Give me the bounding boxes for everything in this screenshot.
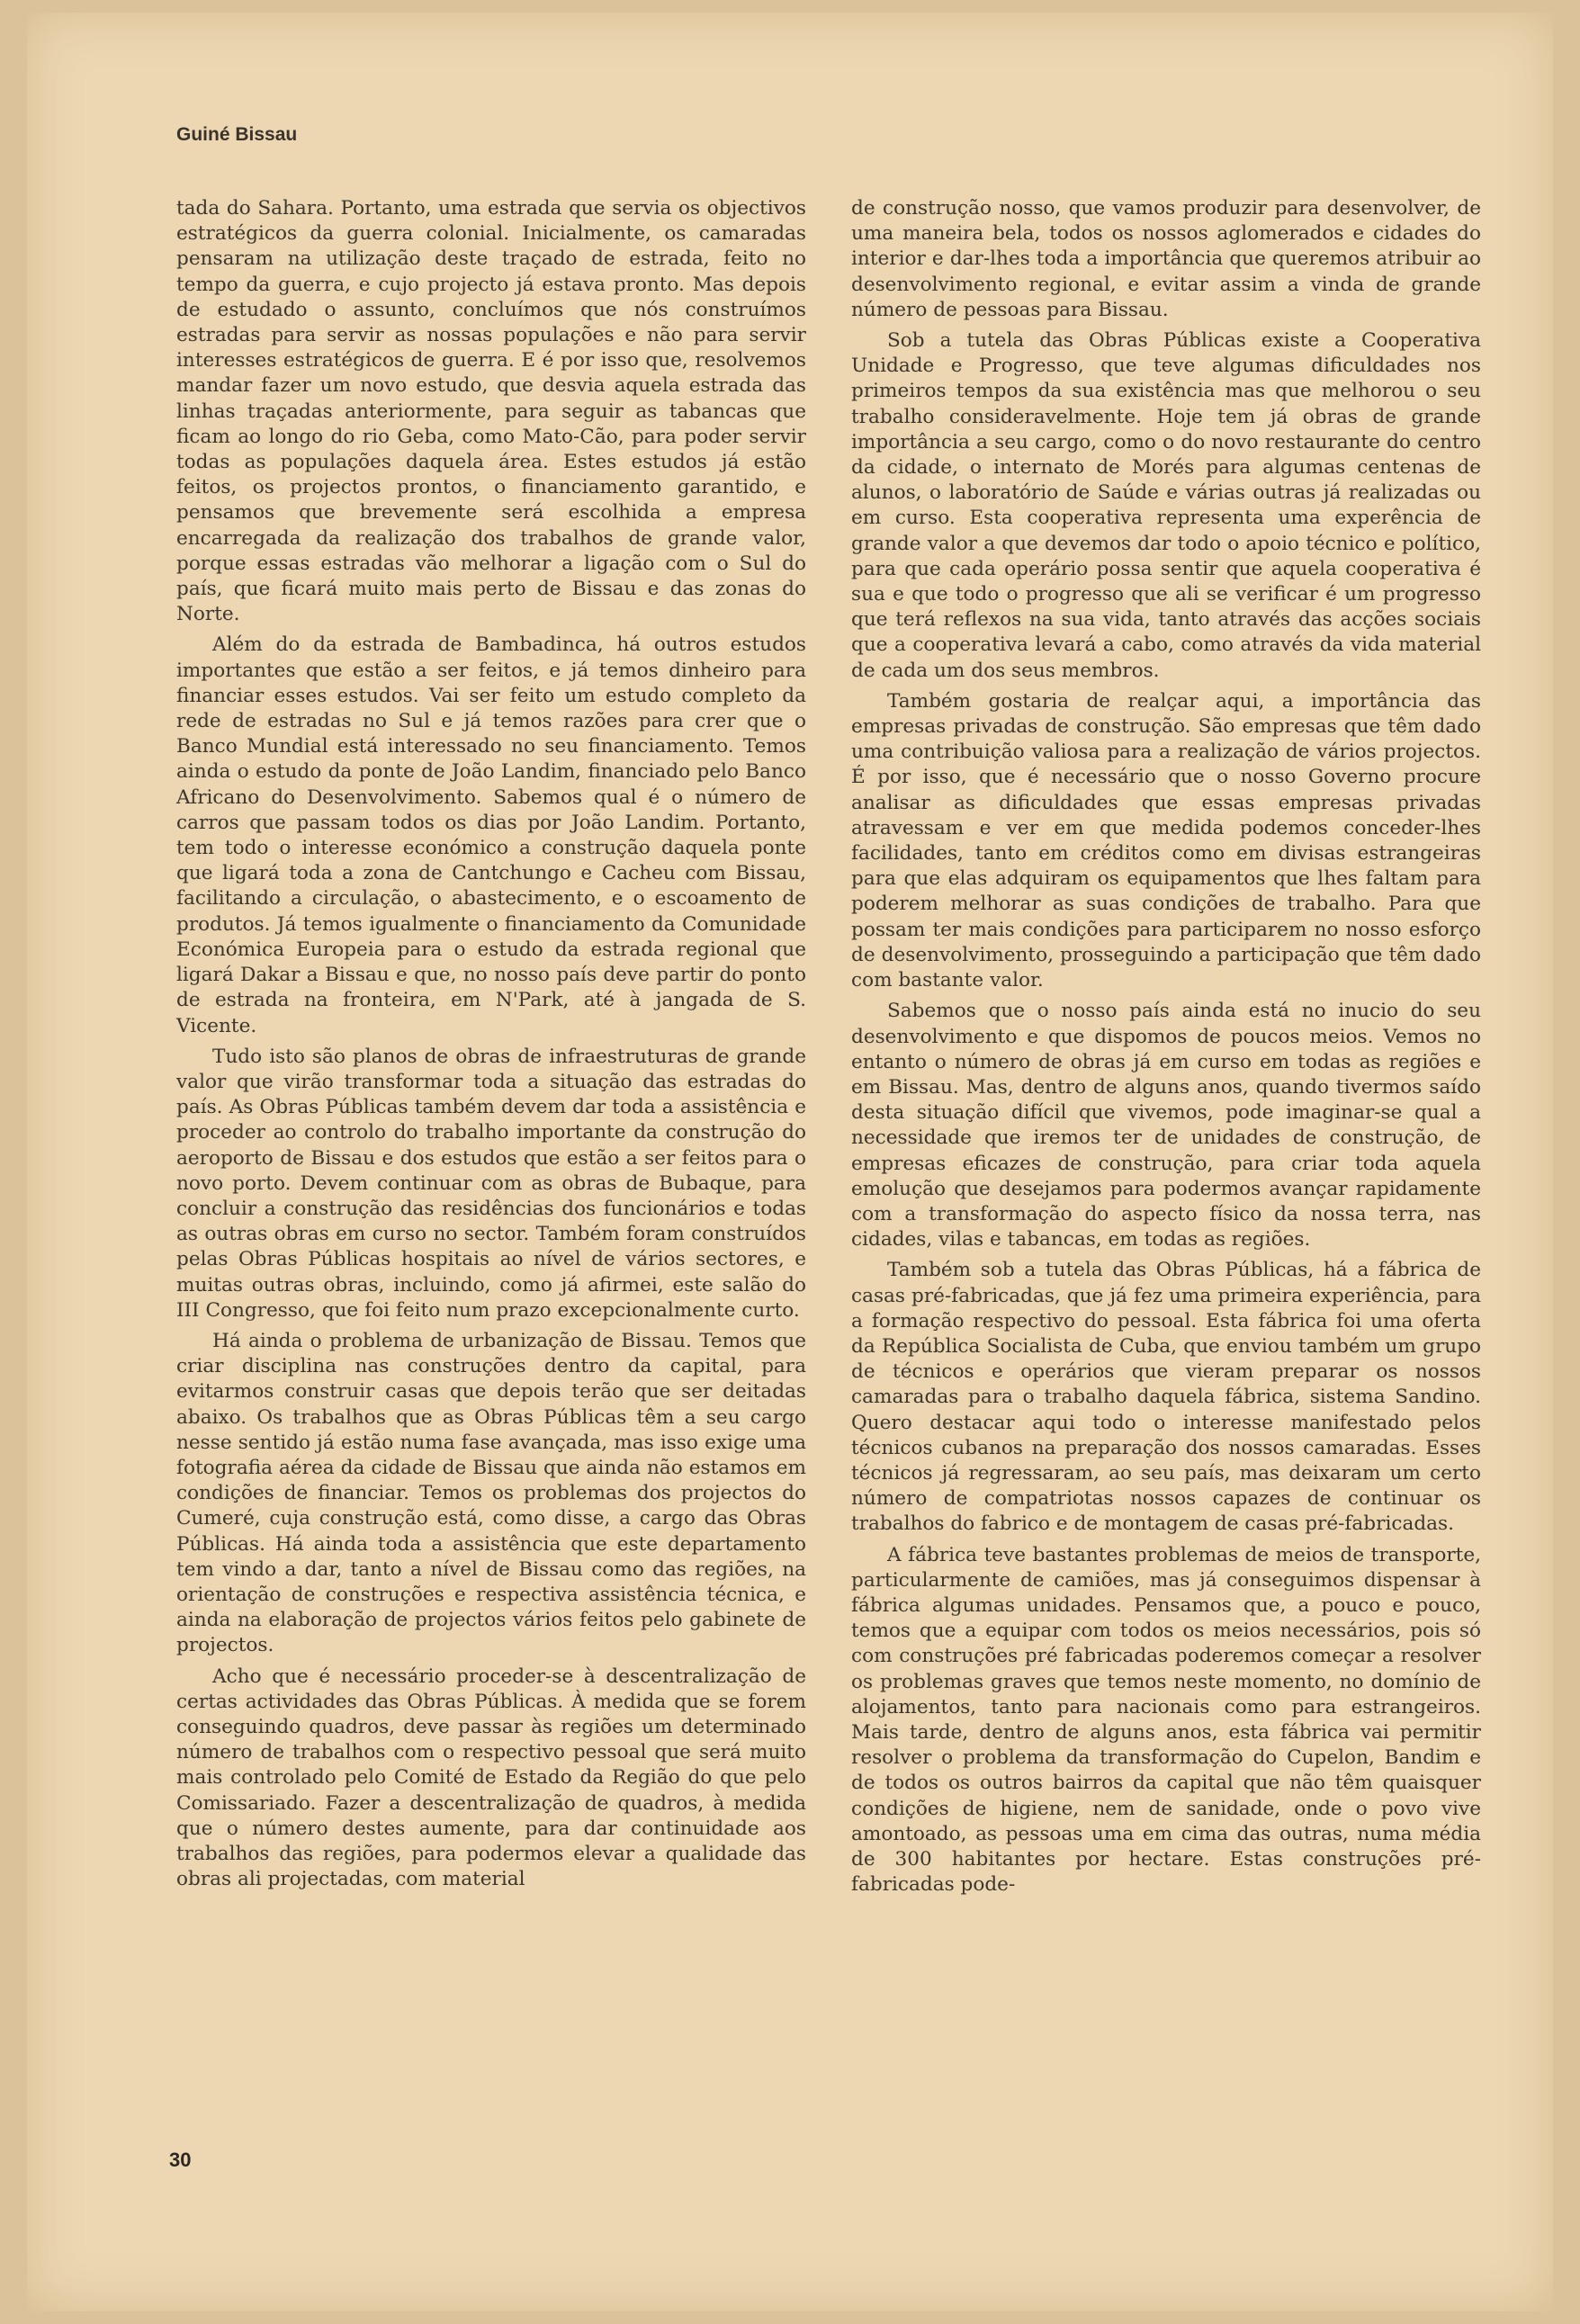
- right-text-column: [851, 196, 1481, 1903]
- paragraph: Sob a tutela das Obras Públicas existe a Cooperativa Unidade e Progresso, que teve algumas dificuldades nos primeiros tempos da sua existência mas que melhorou o seu trabalho consideravelmente. Hoje tem já obras de grande importância a seu cargo, como o do novo restaurante do centro da cidade, o internato de Morés para algumas centenas de alunos, o laboratório de Saúde e várias outras já realizadas ou em curso. Esta cooperativa representa uma experência de grande valor a que devemos dar todo o apoio técnico e político, para que cada operário possa sentir que aquela cooperativa é sua e que todo o progresso que ali se verificar é um progresso que terá reflexos na sua vida, tanto através das acções sociais que a cooperativa levará a cabo, como através da vida material de cada um dos seus membros.: [851, 329, 1481, 682]
- paragraph: Há ainda o problema de urbanização de Bissau. Temos que criar disciplina nas construções dentro da capital, para evitarmos construir casas que depois terão que ser deitadas abaixo. Os trabalhos que as Obras Públicas têm a seu cargo nesse sentido já estão numa fase avançada, mas isso exige uma fotografia aérea da cidade de Bissau que ainda não estamos em condições de financiar. Temos os problemas dos projectos do Cumeré, cuja construção está, como disse, a cargo das Obras Públicas. Há ainda toda a assistência que este departamento tem vindo a dar, tanto a nível de Bissau como das regiões, na orientação de construções e respectiva assistência técnica, e ainda na elaboração de projectos vários feitos pelo gabinete de projectos.: [176, 1329, 806, 1657]
- paragraph: A fábrica teve bastantes problemas de meios de transporte, particularmente de camiões, mas já conseguimos dispensar à fábrica algumas unidades. Pensamos que, a pouco e pouco, temos que a equipar com todos os meios necessários, pois só com construções pré fabricadas poderemos começar a resolver os problemas graves que temos neste momento, no domínio de alojamentos, tanto para nacionais como para estrangeiros. Mais tarde, dentro de alguns anos, esta fábrica vai permitir resolver o problema da transformação do Cupelon, Bandim e de todos os outros bairros da capital que não têm quaisquer condições de higiene, nem de sanidade, onde o povo vive amontoado, as pessoas uma em cima das outras, numa média de 300 habitantes por hectare. Estas construções pré-fabricadas pode-: [851, 1543, 1481, 1897]
- running-title: Guiné Bissau: [176, 124, 298, 145]
- paragraph: Acho que é necessário proceder-se à descentralização de certas actividades das Obras Públicas. À medida que se forem conseguindo quadros, deve passar às regiões um determinado número de trabalhos com o respectivo pessoal que será muito mais controlado pelo Comité de Estado da Região do que pelo Comissariado. Fazer a descentralização de quadros, à medida que o número destes aumente, para dar continuidade aos trabalhos das regiões, para podermos elevar a qualidade das obras ali projectadas, com material: [176, 1664, 806, 1891]
- paragraph: Sabemos que o nosso país ainda está no inucio do seu desenvolvimento e que dispomos de poucos meios. Vemos no entanto o número de obras já em curso em todas as regiões e em Bissau. Mas, dentro de alguns anos, quando tivermos saído desta situação difícil que vivemos, pode imaginar-se qual a necessidade que iremos ter de unidades de construção, de empresas eficazes de construção, para criar toda aquela emolução que desejamos para podermos avançar rapidamente com a transformação do aspecto físico da nossa terra, nas cidades, vilas e tabancas, em todas as regiões.: [851, 1000, 1481, 1252]
- paragraph: Também sob a tutela das Obras Públicas, há a fábrica de casas pré-fabricadas, que já fez uma primeira experiência, para a formação respectivo do pessoal. Esta fábrica foi uma oferta da República Socialista de Cuba, que enviou também um grupo de técnicos e operários que vieram preparar os nossos camaradas para o trabalho daquela fábrica, sistema Sandino. Quero destacar aqui todo o interesse manifestado pelos técnicos cubanos na preparação dos nossos camaradas. Esses técnicos já regressaram, ao seu país, mas deixaram um certo número de compatriotas nossos capazes de continuar os trabalhos do fabrico e de montagem de casas pré-fabricadas.: [851, 1259, 1481, 1536]
- paragraph: tada do Sahara. Portanto, uma estrada que servia os objectivos estratégicos da guerra colonial. Inicialmente, os camaradas pensaram na utilização deste traçado de estrada, feito no tempo da guerra, e cujo projecto já estava pronto. Mas depois de estudado o assunto, concluímos que nós construímos estradas para servir as nossas populações e não para servir interesses estratégicos de guerra. E é por isso que, resolvemos mandar fazer um novo estudo, que desvia aquela estrada das linhas traçadas anteriormente, para seguir as tabancas que ficam ao longo do rio Geba, como Mato-Cão, para poder servir todas as populações daquela área. Estes estudos já estão feitos, os projectos prontos, o financiamento garantido, e pensamos que brevemente será escolhida a empresa encarregada da realização dos trabalhos de grande valor, porque essas estradas vão melhorar a ligação com o Sul do país, que ficará muito mais perto de Bissau e das zonas do Norte.: [176, 197, 806, 626]
- paragraph: Tudo isto são planos de obras de infraestruturas de grande valor que virão transformar toda a situação das estradas do país. As Obras Públicas também devem dar toda a assistência e proceder ao controlo do trabalho importante da construção do aeroporto de Bissau e dos estudos que estão a ser feitos para o novo porto. Devem continuar com as obras de Bubaque, para concluir a construção das residências dos funcionários e todas as outras obras em curso no sector. Também foram construídos pelas Obras Públicas hospitais ao nível de vários sectores, e muitas outras obras, incluindo, como já afirmei, este salão do III Congresso, que foi feito num prazo excepcionalmente curto.: [176, 1045, 806, 1322]
- page-number: 30: [169, 2149, 192, 2171]
- paragraph: de construção nosso, que vamos produzir para desenvolver, de uma maneira bela, todos os nossos aglomerados e cidades do interior e dar-lhes toda a importância que queremos atribuir ao desenvolvimento regional, e evitar assim a vinda de grande número de pessoas para Bissau.: [851, 197, 1481, 321]
- paragraph: Além do da estrada de Bambadinca, há outros estudos importantes que estão a ser feitos, e já temos dinheiro para financiar esses estudos. Vai ser feito um estudo completo da rede de estradas no Sul e já temos razões para crer que o Banco Mundial está interessado no seu financiamento. Temos ainda o estudo da ponte de João Landim, financiado pelo Banco Africano do Desenvolvimento. Sabemos qual é o número de carros que passam todos os dias por João Landim. Portanto, tem todo o interesse económico a construção daquela ponte que ligará toda a zona de Cantchungo e Cacheu com Bissau, facilitando a circulação, o abastecimento, e o escoamento de produtos. Já temos igualmente o financiamento da Comunidade Económica Europeia para o estudo da estrada regional que ligará Dakar a Bissau e que, no nosso país deve partir do ponto de estrada na fronteira, em N'Park, até à jangada de S. Vicente.: [176, 633, 806, 1037]
- magazine-page: [27, 13, 1553, 2311]
- paragraph: Também gostaria de realçar aqui, a importância das empresas privadas de construção. São empresas que têm dado uma contribuição valiosa para a realização de vários projectos. É por isso, que é necessário que o nosso Governo procure analisar as dificuldades que essas empresas privadas atravessam e ver em que medida podemos conceder-lhes facilidades, tanto em créditos como em divisas estrangeiras para que elas adquiram os equipamentos que lhes faltam para poderem melhorar as suas condições de trabalho. Para que possam ter mais condições para participarem no nosso esforço de desenvolvimento, prosseguindo a participação que têm dado com bastante valor.: [851, 689, 1481, 992]
- left-text-column: [176, 196, 806, 1898]
